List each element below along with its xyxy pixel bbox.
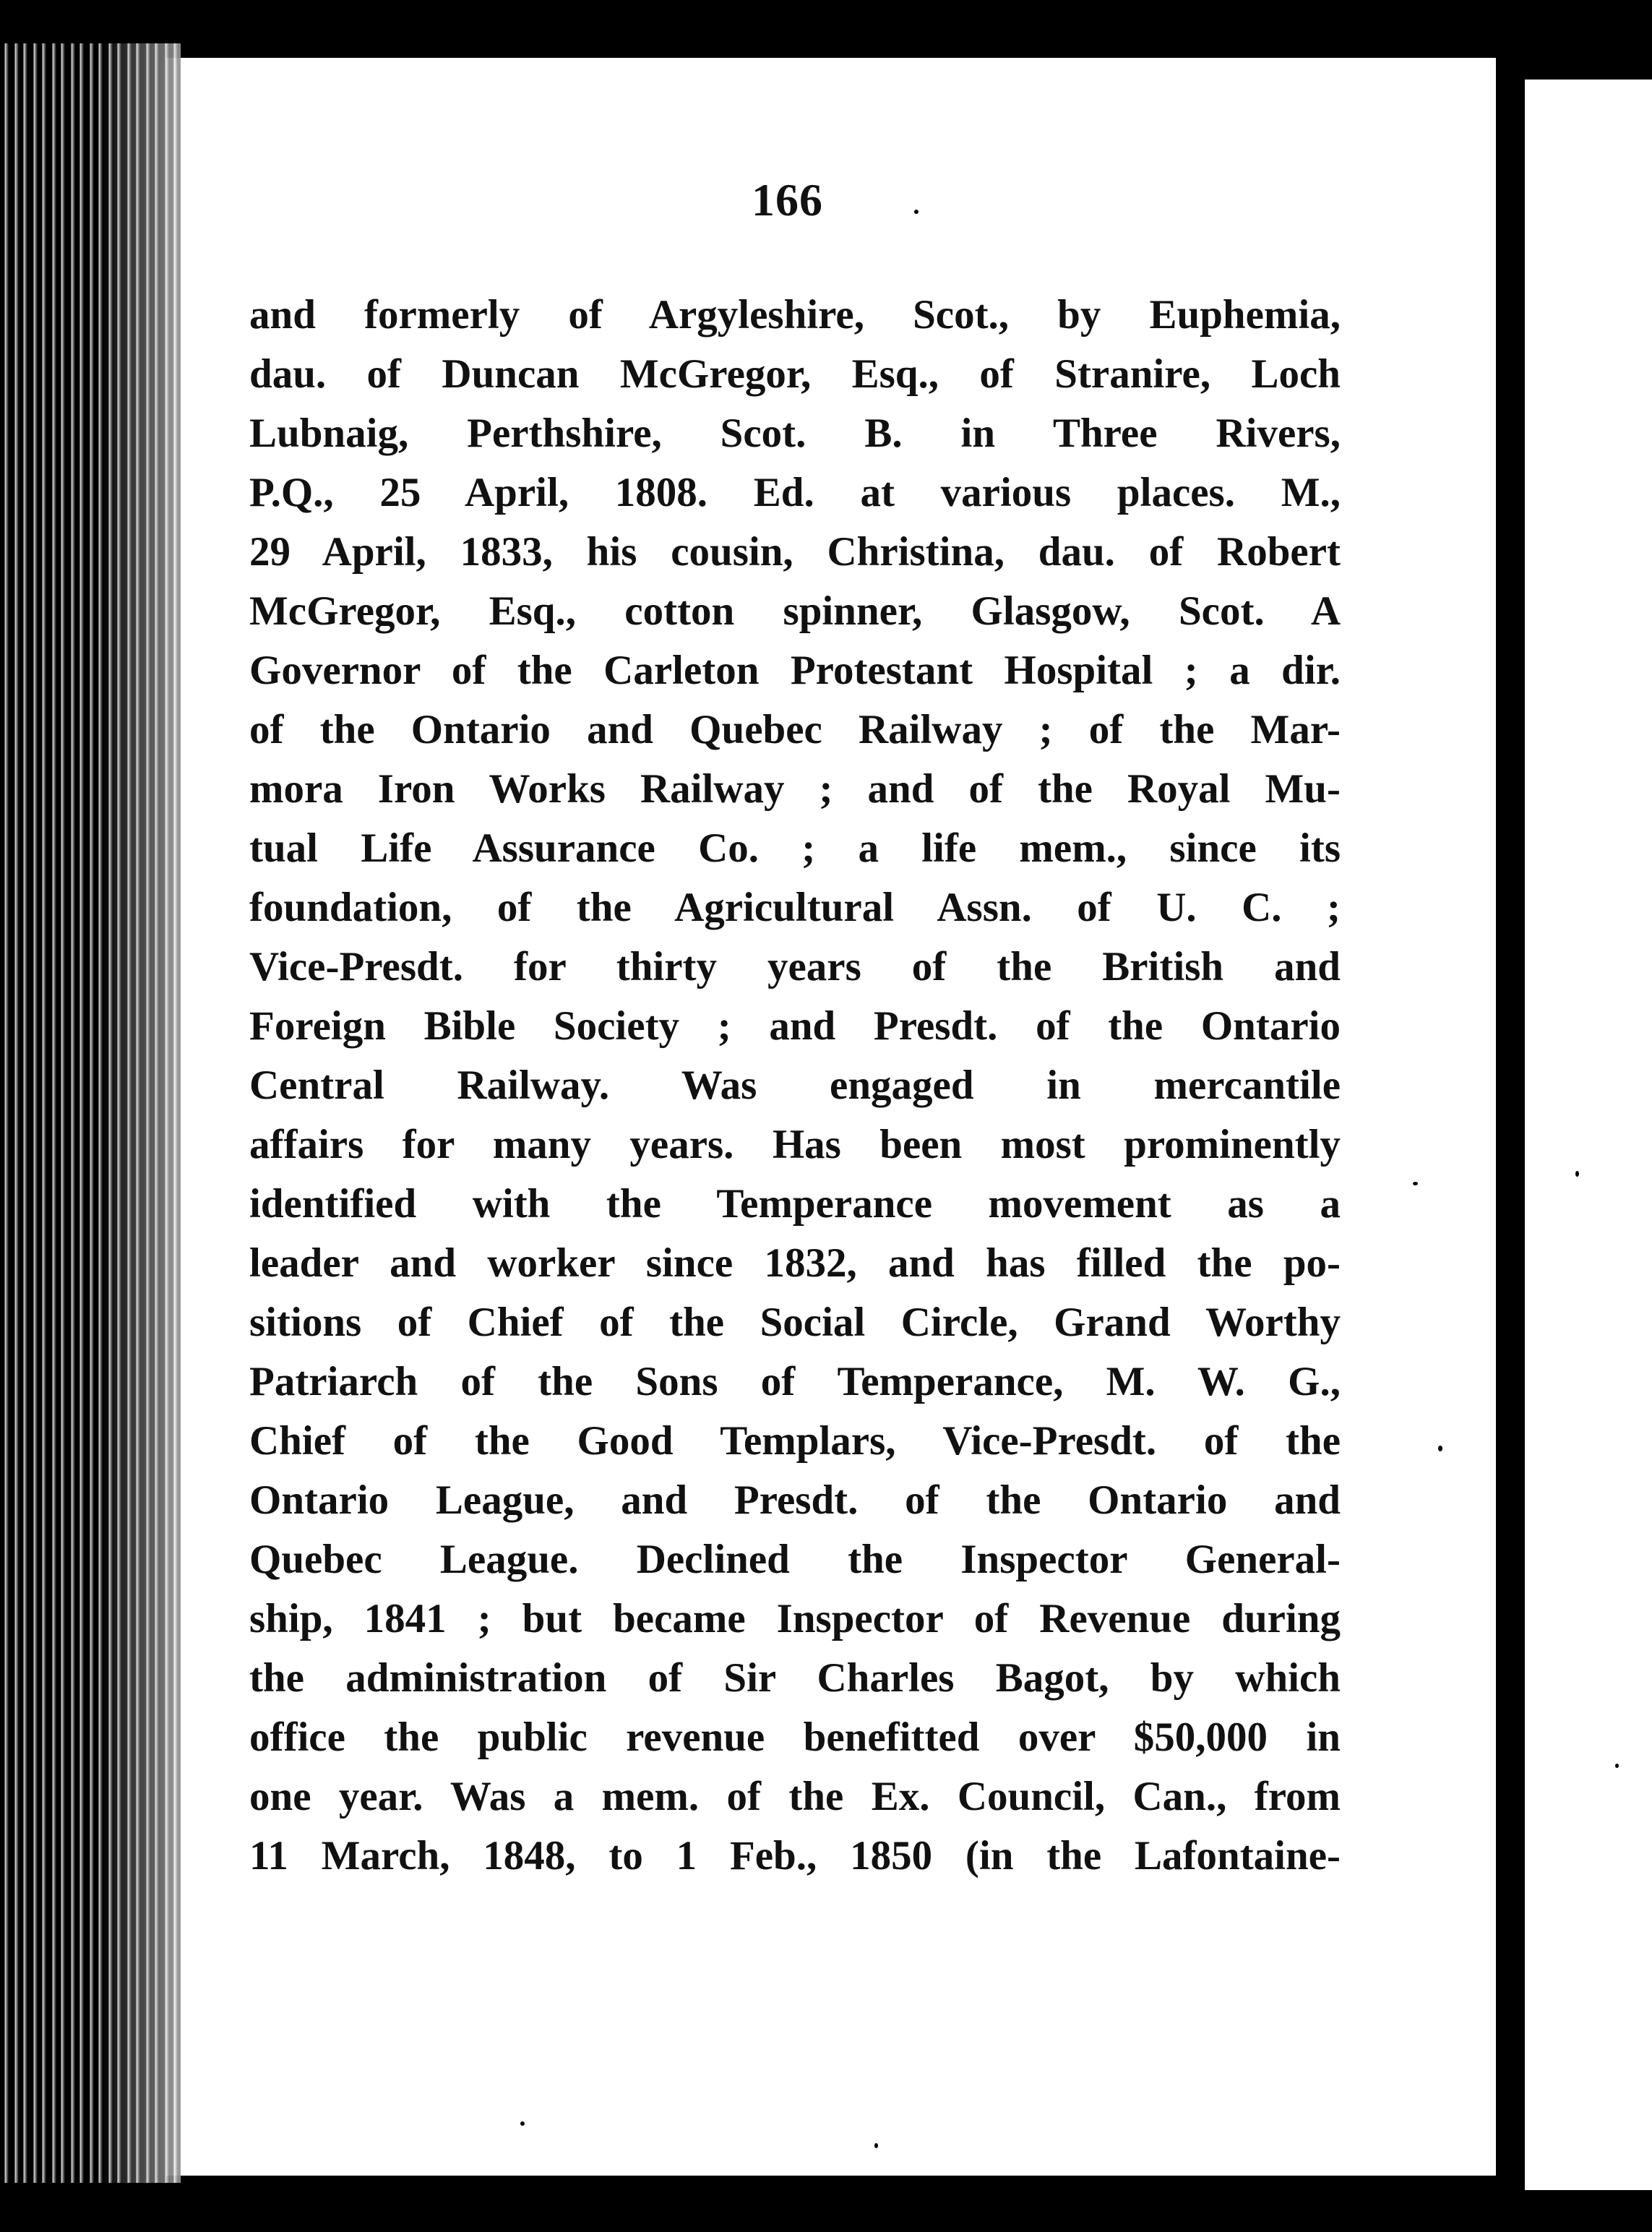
text-line-11: foundation, of the Agricultural Assn. of U. C. ; xyxy=(249,885,1341,930)
text-line-5: 29 April, 1833, his cousin, Christina, dau. of Robert xyxy=(249,529,1341,575)
text-line-21: Ontario League, and Presdt. of the Ontario and xyxy=(249,1477,1341,1523)
text-line-3: Lubnaig, Perthshire, Scot. B. in Three Rivers, xyxy=(249,411,1341,456)
adjacent-page-edge xyxy=(1525,80,1652,2190)
text-line-22: Quebec League. Declined the Inspector General- xyxy=(249,1537,1341,1582)
text-line-2: dau. of Duncan McGregor, Esq., of Stranire, Loch xyxy=(249,351,1341,397)
text-line-8: of the Ontario and Quebec Railway ; of the Mar- xyxy=(249,707,1341,752)
text-line-10: tual Life Assurance Co. ; a life mem., since its xyxy=(249,825,1341,871)
text-line-6: McGregor, Esq., cotton spinner, Glasgow, Scot. A xyxy=(249,588,1341,634)
text-line-7: Governor of the Carleton Protestant Hospital ; a dir. xyxy=(249,648,1341,693)
text-line-15: affairs for many years. Has been most prominently xyxy=(249,1122,1341,1167)
text-line-4: P.Q., 25 April, 1808. Ed. at various places. M., xyxy=(249,470,1341,515)
text-line-9: mora Iron Works Railway ; and of the Royal Mu- xyxy=(249,766,1341,812)
scan-speck xyxy=(874,2143,878,2148)
text-line-18: sitions of Chief of the Social Circle, Grand Worthy xyxy=(249,1300,1341,1345)
gutter-fade xyxy=(101,43,181,2183)
scan-speck xyxy=(520,2121,525,2126)
scan-speck xyxy=(1575,1171,1579,1177)
body-text xyxy=(249,286,1341,1886)
text-line-19: Patriarch of the Sons of Temperance, M. W. G., xyxy=(249,1359,1341,1404)
text-line-14: Central Railway. Was engaged in mercantile xyxy=(249,1063,1341,1108)
text-line-13: Foreign Bible Society ; and Presdt. of the Ontario xyxy=(249,1003,1341,1049)
text-line-25: office the public revenue benefitted over $50,000 in xyxy=(249,1714,1341,1760)
text-line-12: Vice-Presdt. for thirty years of the British and xyxy=(249,944,1341,990)
text-line-24: the administration of Sir Charles Bagot, by which xyxy=(249,1655,1341,1701)
page-number: 166 xyxy=(752,174,823,226)
text-line-17: leader and worker since 1832, and has filled the po- xyxy=(249,1240,1341,1286)
scan-speck xyxy=(1615,1764,1619,1768)
text-line-1: and formerly of Argyleshire, Scot., by Euphemia, xyxy=(249,292,1341,338)
scan-speck xyxy=(1438,1446,1442,1451)
text-line-26: one year. Was a mem. of the Ex. Council, Can., from xyxy=(249,1774,1341,1819)
text-line-23: ship, 1841 ; but became Inspector of Revenue during xyxy=(249,1596,1341,1641)
text-line-27: 11 March, 1848, to 1 Feb., 1850 (in the Lafontaine- xyxy=(249,1833,1341,1879)
text-line-16: identified with the Temperance movement as a xyxy=(249,1181,1341,1227)
scan-speck xyxy=(1413,1182,1418,1185)
text-line-20: Chief of the Good Templars, Vice-Presdt. of the xyxy=(249,1418,1341,1464)
scan-speck xyxy=(914,210,919,214)
